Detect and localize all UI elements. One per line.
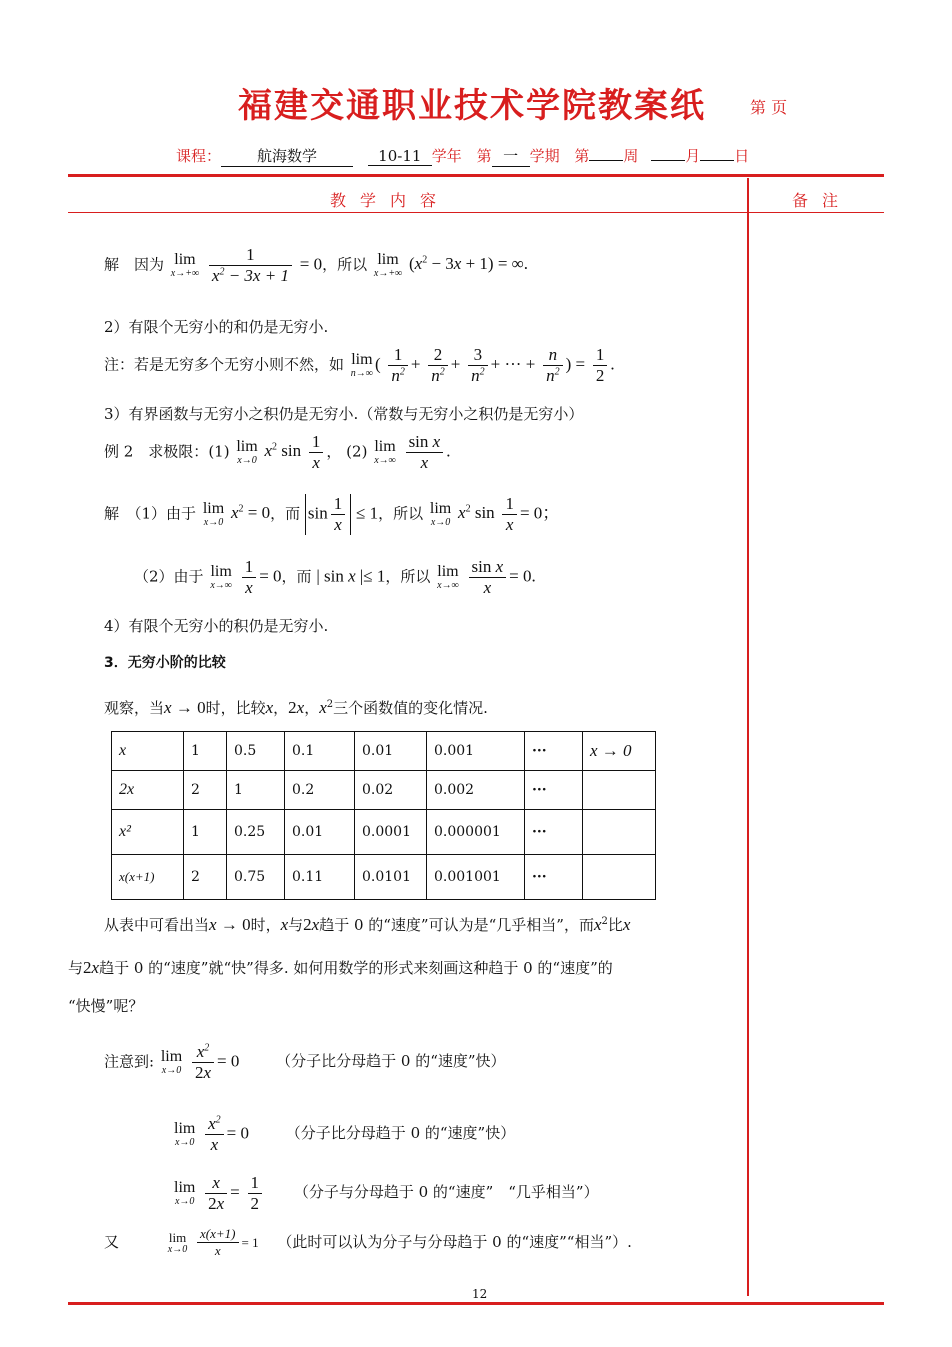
table-cell: 2 <box>184 771 227 810</box>
table-cell: 1 <box>184 732 227 771</box>
obs-a: 观察，当 <box>104 699 165 717</box>
week-blank <box>589 160 623 161</box>
school-year: 10-11 <box>368 147 432 166</box>
table-cell: ··· <box>525 810 583 855</box>
day-blank <box>700 160 734 161</box>
week-prefix: 第 <box>574 147 590 165</box>
para-b: 时， <box>250 916 281 934</box>
table-cell <box>583 855 656 900</box>
solution-1-prefix: 解 因为 <box>104 255 165 274</box>
solution-2b-mid1: ，而 <box>281 567 312 586</box>
solution-1: 解 因为 lim x→+∞ $\frac{1}{x^2 - 3x + 1}$ = 0，所以 lim x→+∞ $(x^2 - 3x + 1)$ = ∞. <box>104 245 529 285</box>
table-cell: 0.25 <box>227 810 285 855</box>
page-title: 福建交通职业技术学院教案纸 <box>238 86 706 126</box>
term-prefix: 第 <box>476 147 492 165</box>
table-cell: 0.5 <box>227 732 285 771</box>
table-cell: 1 <box>227 771 285 810</box>
table-cell <box>583 810 656 855</box>
table-cell <box>583 771 656 810</box>
example-2-part-a: (1) <box>208 442 230 461</box>
table-cell: 1 <box>184 810 227 855</box>
solution-2b-prefix: （2）由于 <box>134 567 204 586</box>
table-cell: 0.02 <box>355 771 427 810</box>
table-cell: 0.11 <box>285 855 355 900</box>
section-3-heading: 3．无穷小阶的比较 <box>104 655 226 671</box>
row-label: 2x <box>112 771 184 810</box>
solution-2b-mid2: ，所以 <box>385 567 431 586</box>
column-header-content: 教学内容 <box>330 191 451 210</box>
para-a: 从表中可看出当 <box>104 916 210 934</box>
table-cell: 0.002 <box>427 771 525 810</box>
table-row <box>112 855 656 900</box>
para-d: 趋于 0 的“速度”可认为是“几乎相当”，而 <box>319 916 594 934</box>
term-number: 一 <box>492 145 530 167</box>
course-name: 航海数学 <box>221 145 353 167</box>
course-info-line <box>176 145 749 167</box>
paragraph-2: 与2x趋于 0 的“速度”就“快”得多. 如何用数学的形式来刻画这种趋于 0 的“速度”的 <box>68 958 613 977</box>
table-cell: 2 <box>184 855 227 900</box>
note-infinite-sum: 注：若是无穷多个无穷小则不然，如 lim n→∞ ( $\frac{1}{n^2}$ + $\frac{2}{n^2}$ + $\frac{3}{n^2}$ + ··· + $\frac{n}{n^2}$ ) = $\frac{1}{2}$ . <box>104 345 615 385</box>
property-4: 4）有限个无穷小的积仍是无穷小. <box>104 617 329 635</box>
solution-2a-mid2: ，所以 <box>378 504 424 523</box>
limit-2: lim x→0 $\frac{x^2}{x}$ = 0 （分子比分母趋于 0 的“速度”快） <box>174 1114 516 1154</box>
limit-2-comment: （分子比分母趋于 0 的“速度”快） <box>285 1124 516 1143</box>
note-prefix: 注：若是无穷多个无穷小则不然，如 <box>104 355 345 374</box>
observation-line: 观察，当x → 0时，比较x，2x，$x^2$三个函数值的变化情况. <box>104 698 488 717</box>
solution-2a: 解 （1）由于 lim x→0 $x^2 = 0$，而 sin $\frac{1}{x}$ ≤ 1，所以 lim x→0 $x^2$ sin $\frac{1}{x}$ = 0； <box>104 494 560 534</box>
table-cell: 0.01 <box>355 732 427 771</box>
note2-prefix: 注意到: <box>104 1052 155 1071</box>
table-cell: 0.1 <box>285 732 355 771</box>
table-cell: 0.000001 <box>427 810 525 855</box>
day-suffix: 日 <box>734 147 750 165</box>
solution-2a-prefix: 解 （1）由于 <box>104 504 197 523</box>
term-suffix: 学期 <box>529 147 560 165</box>
solution-2a-mid1: ，而 <box>270 504 301 523</box>
table-cell: x → 0 <box>583 732 656 771</box>
limit-4-comment: （此时可以认为分子与分母趋于 0 的“速度”“相当”）. <box>277 1232 632 1251</box>
footer-rule <box>68 1302 884 1305</box>
para2-b: 趋于 0 的“速度”就“快”得多. 如何用数学的形式来刻画这种趋于 0 的“速度”的 <box>99 959 613 977</box>
limit-1: 注意到: lim x→0 $\frac{x^2}{2x}$ = 0 （分子比分母趋于 0 的“速度”快） <box>104 1042 506 1082</box>
solution-1-mid: ，所以 <box>322 255 368 274</box>
row-label: x <box>112 732 184 771</box>
limit-3: lim x→0 $\frac{x}{2x}$ = $\frac{1}{2}$ （分子与分母趋于 0 的“速度” “几乎相当”） <box>174 1173 599 1213</box>
table-row <box>112 732 656 771</box>
para2-a: 与 <box>68 959 84 977</box>
example-2-prefix: 例 2 求极限： <box>104 442 209 461</box>
limit-1-comment: （分子比分母趋于 0 的“速度”快） <box>276 1052 506 1071</box>
table-cell: 0.75 <box>227 855 285 900</box>
limit-4: 又 lim x→0 $\frac{x(x+1)}{x}$ = 1 （此时可以认为分子与分母趋于 0 的“速度”“相当”）. <box>104 1226 632 1258</box>
table-cell: ··· <box>525 855 583 900</box>
table-cell: 0.001001 <box>427 855 525 900</box>
column-header-note: 备注 <box>792 191 853 210</box>
month-suffix: 月 <box>685 147 701 165</box>
table-cell: 0.01 <box>285 810 355 855</box>
year-suffix: 学年 <box>431 147 462 165</box>
column-divider <box>747 178 749 1296</box>
table-cell: ··· <box>525 771 583 810</box>
header-bottom-rule <box>68 212 884 213</box>
page-label: 第 页 <box>750 98 788 117</box>
table-cell: 0.001 <box>427 732 525 771</box>
table-row <box>112 810 656 855</box>
month-blank <box>651 160 685 161</box>
para-e: 比 <box>607 916 623 934</box>
row-label: x(x+1) <box>112 855 184 900</box>
table-cell: ··· <box>525 732 583 771</box>
table-row <box>112 771 656 810</box>
solution-2b: （2）由于 lim x→∞ $\frac{1}{x}$ = 0，而 | sin x |≤ 1，所以 lim x→∞ $\frac{\text{sin x}}{x}$ = 0. <box>134 557 536 597</box>
paragraph-1: 从表中可看出当x → 0时，x与2x趋于 0 的“速度”可认为是“几乎相当”，而$x^2$比x <box>104 915 631 934</box>
header-top-rule <box>68 174 884 177</box>
also-label: 又 <box>104 1232 120 1251</box>
week-suffix: 周 <box>623 147 639 165</box>
example-2: 例 2 求极限：(1) lim x→0 $x^2$ sin $\frac{1}{x}$ ， (2) lim x→∞ $\frac{\text{sin x}}{x}$ . <box>104 432 451 472</box>
table-cell: 0.0101 <box>355 855 427 900</box>
row-label: x² <box>112 810 184 855</box>
page-number: 12 <box>472 1287 488 1301</box>
property-3: 3）有界函数与无穷小之积仍是无穷小.（常数与无穷小之积仍是无穷小） <box>104 405 584 423</box>
table-cell: 0.2 <box>285 771 355 810</box>
paragraph-3: “快慢”呢？ <box>68 997 144 1015</box>
para-c: 与 <box>288 916 304 934</box>
comparison-table <box>111 731 656 900</box>
obs-b: 时，比较 <box>205 699 266 717</box>
table-cell: 0.0001 <box>355 810 427 855</box>
course-label: 课程： <box>176 147 222 165</box>
obs-c: 三个函数值的变化情况. <box>333 699 488 717</box>
property-2: 2）有限个无穷小的和仍是无穷小. <box>104 318 329 336</box>
limit-3-comment: （分子与分母趋于 0 的“速度” “几乎相当”） <box>293 1183 599 1202</box>
example-2-part-b: (2) <box>346 442 368 461</box>
